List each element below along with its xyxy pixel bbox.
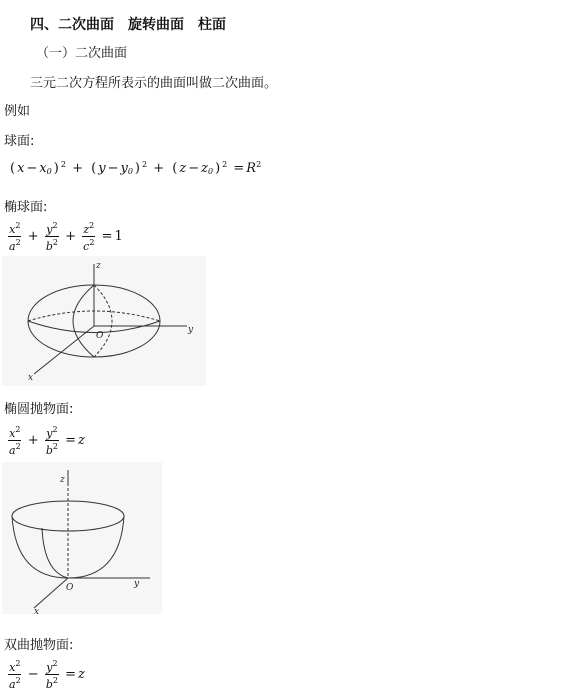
sphere-formula: ( $x - x_0$ ) $^2$ + ( $y - y_0$ ) $^2$ + ( $z - z_0$ ) $^2 = R^2$: [10, 160, 262, 176]
subsection-title: （一）二次曲面: [36, 46, 128, 61]
axis-label-y: y: [134, 579, 140, 589]
paraboloid-figure: [2, 462, 162, 614]
sphere-label: 球面:: [4, 134, 35, 149]
section-title: 四、二次曲面 旋转曲面 柱面: [30, 17, 226, 33]
elliptic-paraboloid-formula: $\frac{x^2}{a^2}$ + $\frac{y^2}{b^2}$ = z: [9, 425, 85, 457]
axis-label-z: z: [96, 261, 101, 271]
origin-label: O: [96, 331, 104, 341]
elliptic-paraboloid-label: 椭圆抛物面:: [4, 402, 74, 417]
axis-label-y: y: [188, 325, 194, 335]
ellipsoid-formula: $\frac{x^2}{a^2}$ + $\frac{y^2}{b^2}$ + $\frac{z^2}{c^2}$ = 1: [9, 221, 123, 253]
hyperbolic-paraboloid-label: 双曲抛物面:: [4, 638, 74, 653]
axis-label-x: x: [34, 607, 40, 614]
ellipsoid-label: 椭球面:: [4, 200, 48, 215]
ellipsoid-figure: [2, 256, 206, 386]
origin-label: O: [66, 583, 74, 593]
definition-text: 三元二次方程所表示的曲面叫做二次曲面。: [30, 76, 278, 91]
axis-label-x: x: [28, 373, 34, 383]
hyperbolic-paraboloid-formula: $\frac{x^2}{a^2}$ − $\frac{y^2}{b^2}$ = z: [9, 659, 85, 691]
axis-label-z: z: [60, 475, 65, 485]
example-label: 例如: [4, 104, 31, 119]
